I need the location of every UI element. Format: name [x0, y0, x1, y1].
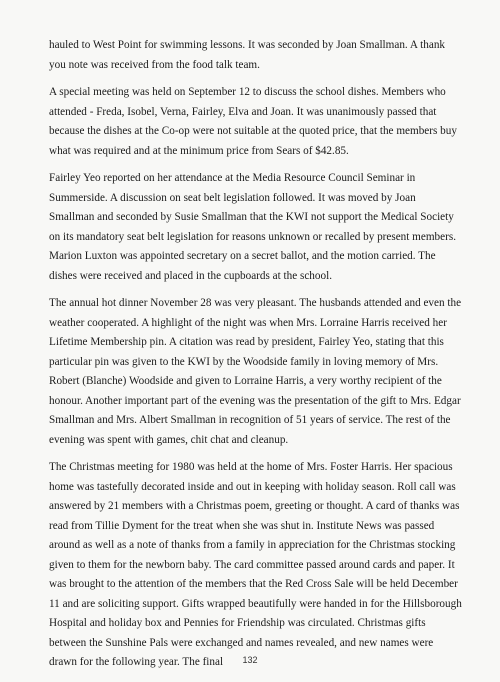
paragraph-swimming-lessons: hauled to West Point for swimming lessons. It was seconded by Joan Smallman. A thank you note was received from the food talk team.: [49, 39, 446, 71]
paragraph-hot-dinner: The annual hot dinner November 28 was very pleasant. The husbands attended and even the weather cooperated. A highlight of the night was when Mrs. Lorraine Harris received her Lifetime Membership pin. A citation was read by president, Fairley Yeo, stating that this particular pin was given to the KWI by the Woodside family in loving memory of Mrs. Robert (Blanche) Woodside and given to Lorraine Harris, a very worthy recipient of the honour. Another important part of the evening was the presentation of the gift to Mrs. Edgar Smallman and Mrs. Albert Smallman in recognition of 51 years of service. The rest of the evening was spent with games, chit chat and cleanup.: [49, 297, 462, 446]
paragraph-christmas-meeting: The Christmas meeting for 1980 was held at the home of Mrs. Foster Harris. Her spacious home was tastefully decorated inside and out in keeping with holiday season. Roll call was answered by 21 members with a Christmas poem, greeting or thought. A card of thanks was read from Tillie Dyment for the treat when she was shut in. Institute News was passed around as well as a note of thanks from a family in appreciation for the Christmas stocking given to them for the newborn baby. The card committee passed around cards and paper. It was brought to the attention of the members that the Red Cross Sale will be held December 11 and are soliciting support. Gifts wrapped beautifully were handed in for the Hillsborough Hospital and holiday box and Pennies for Friendship was circulated. Christmas gifts between the Sunshine Pals were exchanged and names revealed, and new names were drawn for the following year. The final: [49, 461, 462, 668]
paragraph-seminar-report: Fairley Yeo reported on her attendance at the Media Resource Council Seminar in Summerside. A discussion on seat belt legislation followed. It was moved by Joan Smallman and seconded by Susie Smallman that the KWI not support the Medical Society on its mandatory seat belt legislation for reasons unknown or recalled by present members. Marion Luxton was appointed secretary on a secret ballot, and the motion carried. The dishes were received and placed in the cupboards at the school.: [49, 172, 456, 282]
body-text: [49, 36, 463, 681]
page-number: 132: [242, 655, 258, 665]
paragraph-special-meeting: A special meeting was held on September 12 to discuss the school dishes. Members who attended - Freda, Isobel, Verna, Fairley, Elva and Joan. It was unanimously passed that because the dishes at the Co-op were not suitable at the quoted price, that the members buy what was required and at the minimum price from Sears of $42.85.: [49, 86, 457, 157]
